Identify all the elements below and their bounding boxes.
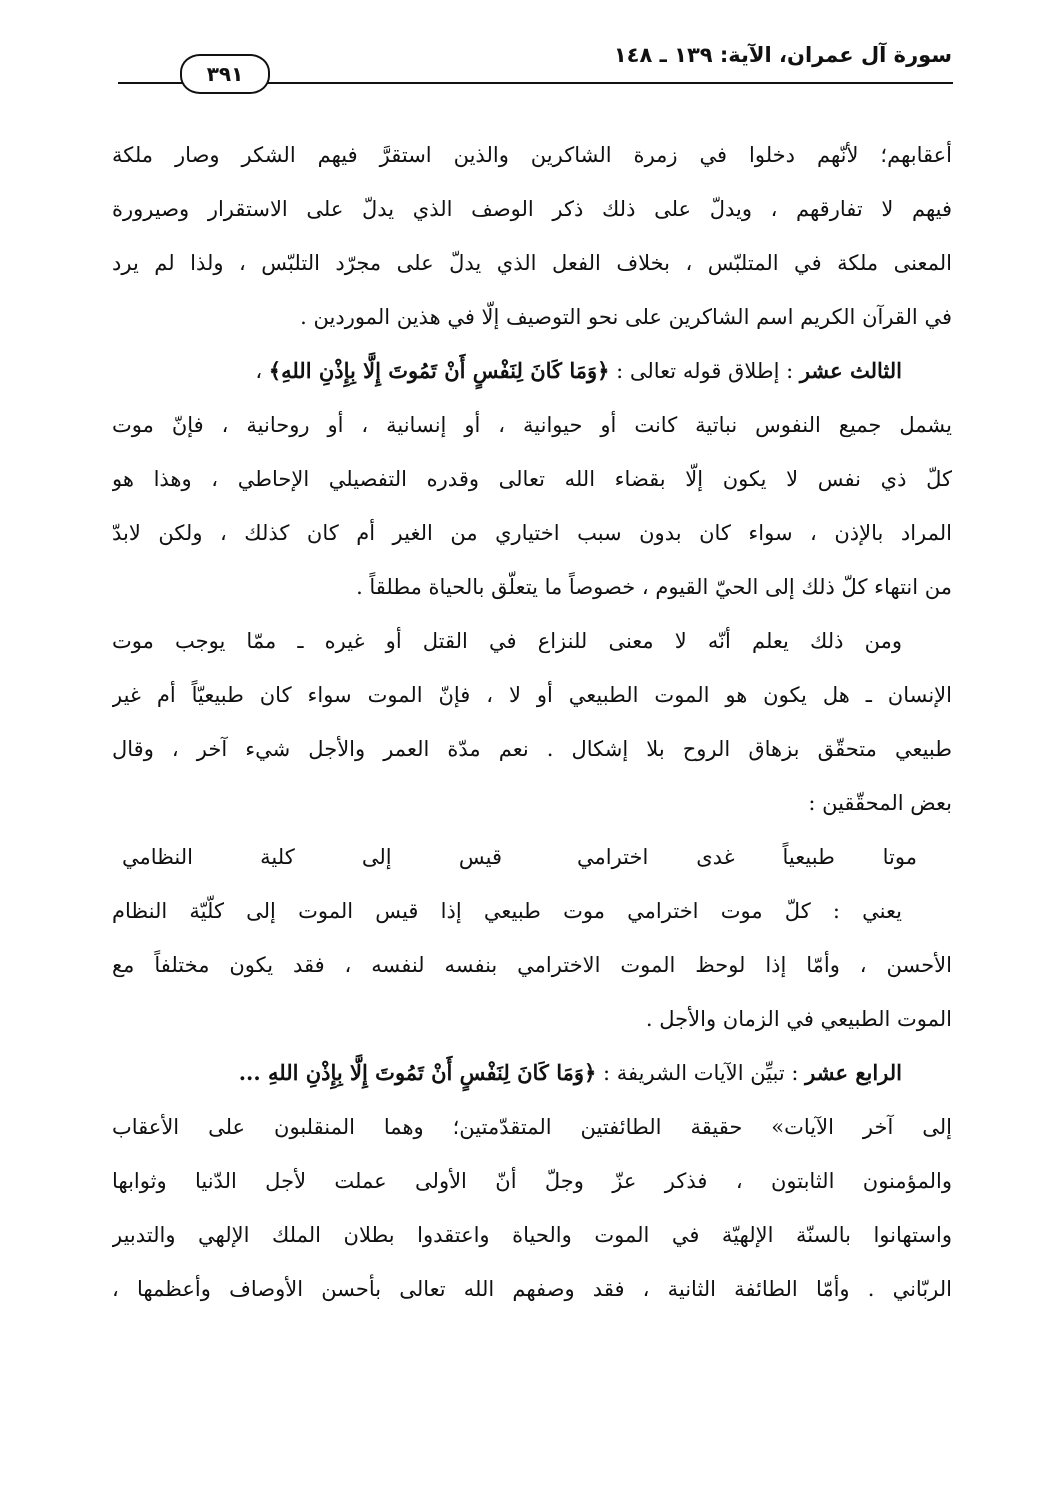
- text-line: من انتهاء كلّ ذلك إلى الحيّ القيوم ، خصوصاً ما يتعلّق بالحياة مطلقاً .: [356, 575, 952, 599]
- section-heading-line: [112, 344, 952, 398]
- section-heading-intro: : تبيِّن الآيات الشريفة :: [596, 1061, 806, 1085]
- running-header: سورة آل عمران، الآية: ١٣٩ ـ ١٤٨: [613, 43, 952, 67]
- quran-verse: ﴿وَمَا كَانَ لِنَفْسٍ أَنْ تَمُوتَ إِلَّا بِإِذْنِ اللهِ ...: [238, 1060, 597, 1085]
- section-heading-label: الرابع عشر: [805, 1060, 902, 1085]
- text-line: بعض المحقّقين :: [808, 791, 952, 815]
- text-line: في القرآن الكريم اسم الشاكرين على نحو التوصيف إلّا في هذين الموردين .: [300, 305, 952, 329]
- text-line: ومن ذلك يعلم أنّه لا معنى للنزاع في القتل أو غيره ـ ممّا يوجب موت: [112, 629, 902, 653]
- text-line: المعنى ملكة في المتلبّس ، بخلاف الفعل الذي يدلّ على مجرّد التلبّس ، ولذا لم يرد: [112, 251, 952, 275]
- poem-verse: [112, 830, 952, 884]
- quran-verse: ﴿وَمَا كَانَ لِنَفْسٍ أَنْ تَمُوتَ إِلَّا بِإِذْنِ اللهِ﴾: [268, 358, 610, 383]
- page-number: ٣٩١: [180, 54, 270, 94]
- section-heading-tail: ،: [255, 359, 269, 383]
- text-line: كلّ ذي نفس لا يكون إلّا بقضاء الله تعالى وقدره التفصيلي الإحاطي ، وهذا هو: [112, 467, 952, 491]
- poem-first-hemistich: موتا طبيعياً غدى اخترامي: [577, 845, 917, 869]
- text-line: الربّاني . وأمّا الطائفة الثانية ، فقد وصفهم الله تعالى بأحسن الأوصاف وأعظمها ،: [112, 1277, 952, 1301]
- section-heading-line: [112, 1046, 952, 1100]
- text-line: طبيعي متحقّق بزهاق الروح بلا إشكال . نعم مدّة العمر والأجل شيء آخر ، وقال: [112, 737, 952, 761]
- poem-second-hemistich: قيس إلى كلية النظامي: [122, 845, 502, 869]
- body-text: [112, 128, 952, 1316]
- text-line: الإنسان ـ هل يكون هو الموت الطبيعي أو لا ، فإنّ الموت سواء كان طبيعيّاً أم غير: [112, 683, 952, 707]
- text-line: أعقابهم؛ لأنّهم دخلوا في زمرة الشاكرين والذين استقرَّ فيهم الشكر وصار ملكة: [112, 143, 952, 167]
- section-heading-intro: : إطلاق قوله تعالى :: [609, 359, 800, 383]
- section-heading-label: الثالث عشر: [799, 358, 902, 383]
- text-line: الموت الطبيعي في الزمان والأجل .: [645, 1007, 952, 1031]
- text-line: إلى آخر الآيات» حقيقة الطائفتين المتقدّمتين؛ وهما المنقلبون على الأعقاب: [112, 1115, 952, 1139]
- text-line: يعني : كلّ موت اخترامي موت طبيعي إذا قيس الموت إلى كلّيّة النظام: [112, 899, 902, 923]
- text-line: المراد بالإذن ، سواء كان بدون سبب اختياري من الغير أم كان كذلك ، ولكن لابدّ: [112, 521, 952, 545]
- text-line: فيهم لا تفارقهم ، ويدلّ على ذلك ذكر الوصف الذي يدلّ على الاستقرار وصيرورة: [112, 197, 952, 221]
- text-line: واستهانوا بالسنّة الإلهيّة في الموت والحياة واعتقدوا بطلان الملك الإلهي والتدبير: [112, 1223, 952, 1247]
- text-line: الأحسن ، وأمّا إذا لوحظ الموت الاخترامي بنفسه لنفسه ، فقد يكون مختلفاً مع: [112, 953, 952, 977]
- text-line: يشمل جميع النفوس نباتية كانت أو حيوانية ، أو إنسانية ، أو روحانية ، فإنّ موت: [112, 413, 952, 437]
- text-line: والمؤمنون الثابتون ، فذكر عزّ وجلّ أنّ الأولى عملت لأجل الدّنيا وثوابها: [112, 1169, 952, 1193]
